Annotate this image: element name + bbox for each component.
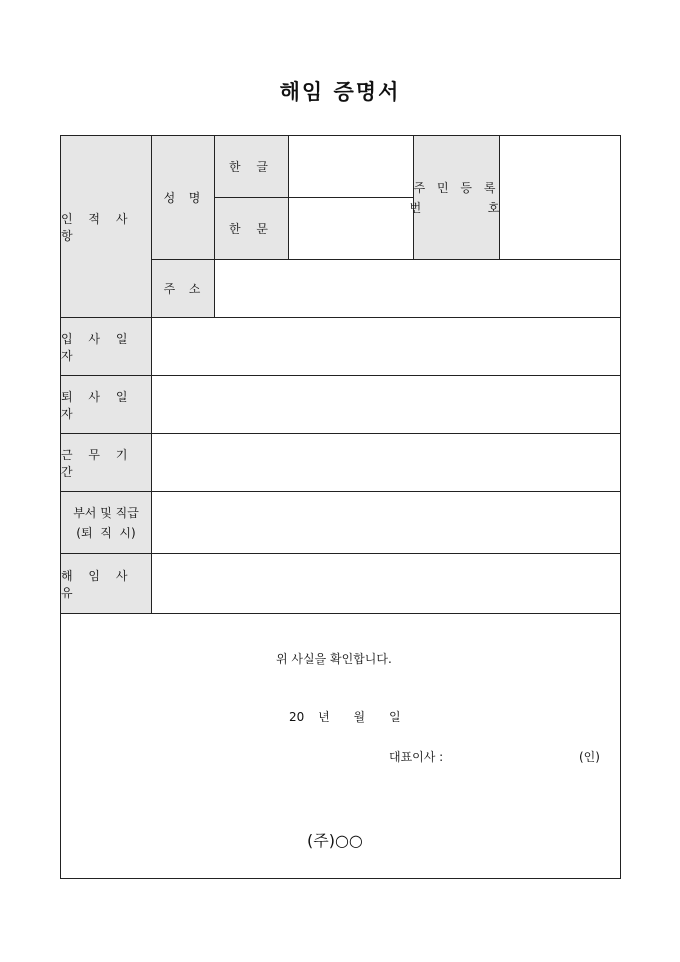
date-month: 월 <box>353 710 366 724</box>
leave-date-field[interactable] <box>152 376 620 434</box>
dismissal-reason-label <box>61 554 152 614</box>
resident-number-field[interactable] <box>500 136 620 260</box>
work-period-field[interactable] <box>152 434 620 492</box>
dept-position-label <box>61 492 152 554</box>
join-date-field[interactable] <box>152 318 620 376</box>
certificate-form <box>60 135 621 879</box>
confirmation-section <box>61 614 620 878</box>
resident-number-label-line1: 주 민 등 록 <box>413 181 500 195</box>
dept-position-label-line2: (퇴 직 시) <box>76 526 136 540</box>
join-date-label <box>61 318 152 376</box>
leave-date-label <box>61 376 152 434</box>
hangul-label <box>215 136 289 198</box>
join-date-label-text: 입 사 일 자 <box>61 331 134 363</box>
address-label-text: 주 소 <box>163 282 203 296</box>
ceo-label: 대표이사 : <box>389 750 444 764</box>
date-year: 20 <box>289 710 305 724</box>
leave-date-label-text: 퇴 사 일 자 <box>61 389 134 421</box>
dept-position-label-line1: 부서 및 직급 <box>73 506 139 520</box>
company-name: (주)○○ <box>307 831 363 850</box>
personal-info-text: 인 적 사 항 <box>61 211 134 243</box>
name-label <box>152 136 215 260</box>
dismissal-reason-field[interactable] <box>152 554 620 614</box>
seal-mark: (인) <box>579 750 600 764</box>
resident-number-label-line2: 번 호 <box>409 201 504 215</box>
confirm-text: 위 사실을 확인합니다. <box>276 652 392 666</box>
hangul-label-text: 한 글 <box>229 160 274 174</box>
work-period-label-text: 근 무 기 간 <box>61 447 134 479</box>
address-label <box>152 260 215 318</box>
resident-number-label <box>409 136 504 260</box>
hangul-name-field[interactable] <box>289 136 414 198</box>
name-label-text: 성 명 <box>163 191 203 205</box>
dismissal-reason-label-text: 해 임 사 유 <box>61 568 134 600</box>
date-year-unit: 년 <box>318 710 330 724</box>
personal-info-label <box>61 136 152 318</box>
hanmun-name-field[interactable] <box>289 198 414 260</box>
hanmun-label-text: 한 문 <box>229 222 274 236</box>
date-day: 일 <box>388 710 401 724</box>
address-field[interactable] <box>215 260 620 318</box>
dept-position-field[interactable] <box>152 492 620 554</box>
document-title: 해임 증명서 <box>279 79 401 104</box>
date-line <box>289 708 401 725</box>
work-period-label <box>61 434 152 492</box>
hanmun-label <box>215 198 289 260</box>
